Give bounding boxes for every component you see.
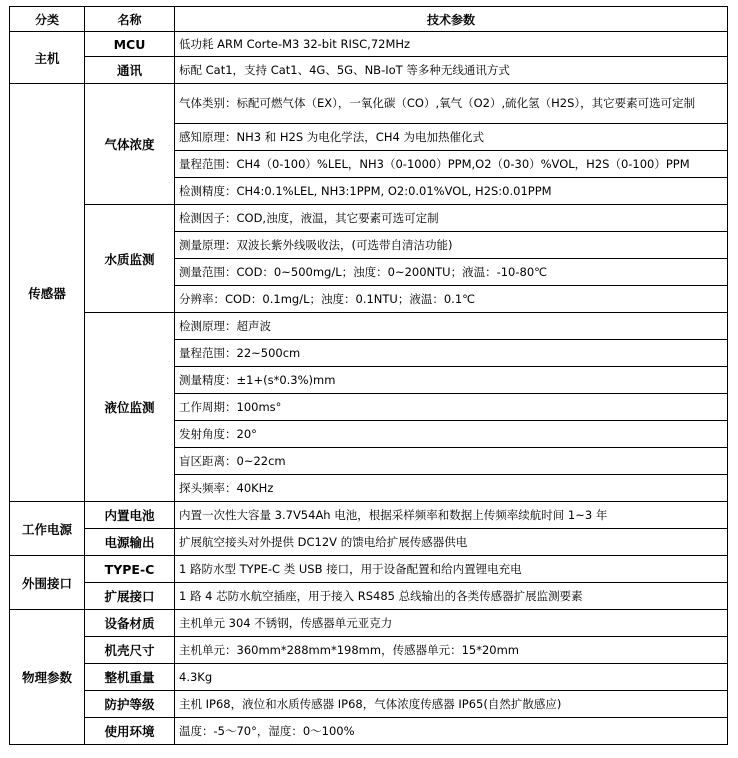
item-value: 发射角度：20° xyxy=(175,421,728,448)
item-value: 扩展航空接头对外提供 DC12V 的馈电给扩展传感器供电 xyxy=(175,529,728,556)
item-value: 内置一次性大容量 3.7V54Ah 电池，根据采样频率和数据上传频率续航时间 1~3 年 xyxy=(175,502,728,529)
category-power: 工作电源 xyxy=(10,502,85,556)
item-name: 设备材质 xyxy=(85,610,175,637)
item-name: MCU xyxy=(85,32,175,57)
category-host: 主机 xyxy=(10,32,85,84)
item-name: 通讯 xyxy=(85,57,175,84)
item-value: 检测因子：COD,浊度，液温，其它要素可选可定制 xyxy=(175,205,728,232)
table-row xyxy=(10,637,728,664)
header-category: 分类 xyxy=(10,7,85,32)
header-params: 技术参数 xyxy=(175,7,728,32)
item-value: 主机单元 304 不锈钢，传感器单元亚克力 xyxy=(175,610,728,637)
table-row xyxy=(10,502,728,529)
header-name: 名称 xyxy=(85,7,175,32)
table-row xyxy=(10,313,728,340)
category-sensor: 传感器 xyxy=(10,84,85,502)
table-row xyxy=(10,57,728,84)
item-name: 使用环境 xyxy=(85,718,175,745)
item-value: 盲区距离：0~22cm xyxy=(175,448,728,475)
item-name: 内置电池 xyxy=(85,502,175,529)
item-name: 整机重量 xyxy=(85,664,175,691)
table-row xyxy=(10,84,728,124)
table-row xyxy=(10,583,728,610)
item-value: 主机单元：360mm*288mm*198mm，传感器单元：15*20mm xyxy=(175,637,728,664)
item-value: 1 路 4 芯防水航空插座，用于接入 RS485 总线输出的各类传感器扩展监测要素 xyxy=(175,583,728,610)
item-value: 低功耗 ARM Corte-M3 32-bit RISC,72MHz xyxy=(175,32,728,57)
item-value: 4.3Kg xyxy=(175,664,728,691)
item-name: 电源输出 xyxy=(85,529,175,556)
item-value: 工作周期：100ms° xyxy=(175,394,728,421)
item-value: 温度：-5～70°，湿度：0～100% xyxy=(175,718,728,745)
item-value: 气体类别：标配可燃气体（EX），一氧化碳（CO）,氧气（O2）,硫化氢（H2S），其它要素可选可定制 xyxy=(175,84,728,124)
table-row xyxy=(10,610,728,637)
category-physical: 物理参数 xyxy=(10,610,85,745)
table-row xyxy=(10,718,728,745)
item-value: 主机 IP68，液位和水质传感器 IP68，气体浓度传感器 IP65(自然扩散感应) xyxy=(175,691,728,718)
item-value: 检测精度：CH4:0.1%LEL, NH3:1PPM, O2:0.01%VOL, H2S:0.01PPM xyxy=(175,178,728,205)
item-value: 感知原理：NH3 和 H2S 为电化学法，CH4 为电加热催化式 xyxy=(175,124,728,151)
item-value: 分辨率：COD：0.1mg/L；浊度：0.1NTU；液温：0.1℃ xyxy=(175,286,728,313)
table-row xyxy=(10,205,728,232)
spec-table xyxy=(9,6,728,745)
item-value: 测量范围：COD：0~500mg/L；浊度：0~200NTU；液温：-10-80℃ xyxy=(175,259,728,286)
table-row xyxy=(10,32,728,57)
item-value: 测量精度：±1+(s*0.3%)mm xyxy=(175,367,728,394)
item-value: 1 路防水型 TYPE-C 类 USB 接口，用于设备配置和给内置锂电充电 xyxy=(175,556,728,583)
item-name: 防护等级 xyxy=(85,691,175,718)
item-name: 机壳尺寸 xyxy=(85,637,175,664)
item-name: TYPE-C xyxy=(85,556,175,583)
item-name: 气体浓度 xyxy=(85,84,175,205)
item-value: 量程范围：22~500cm xyxy=(175,340,728,367)
table-row xyxy=(10,664,728,691)
table-row xyxy=(10,529,728,556)
item-value: 测量原理：双波长紫外线吸收法，(可选带自清洁功能) xyxy=(175,232,728,259)
header-row xyxy=(10,7,728,32)
item-value: 探头频率：40KHz xyxy=(175,475,728,502)
item-value: 量程范围：CH4（0-100）%LEL，NH3（0-1000）PPM,O2（0-30）%VOL，H2S（0-100）PPM xyxy=(175,151,728,178)
item-value: 标配 Cat1，支持 Cat1、4G、5G、NB-IoT 等多种无线通讯方式 xyxy=(175,57,728,84)
item-name: 扩展接口 xyxy=(85,583,175,610)
table-row xyxy=(10,556,728,583)
category-interface: 外围接口 xyxy=(10,556,85,610)
item-name: 水质监测 xyxy=(85,205,175,313)
item-value: 检测原理：超声波 xyxy=(175,313,728,340)
item-name: 液位监测 xyxy=(85,313,175,502)
table-row xyxy=(10,691,728,718)
